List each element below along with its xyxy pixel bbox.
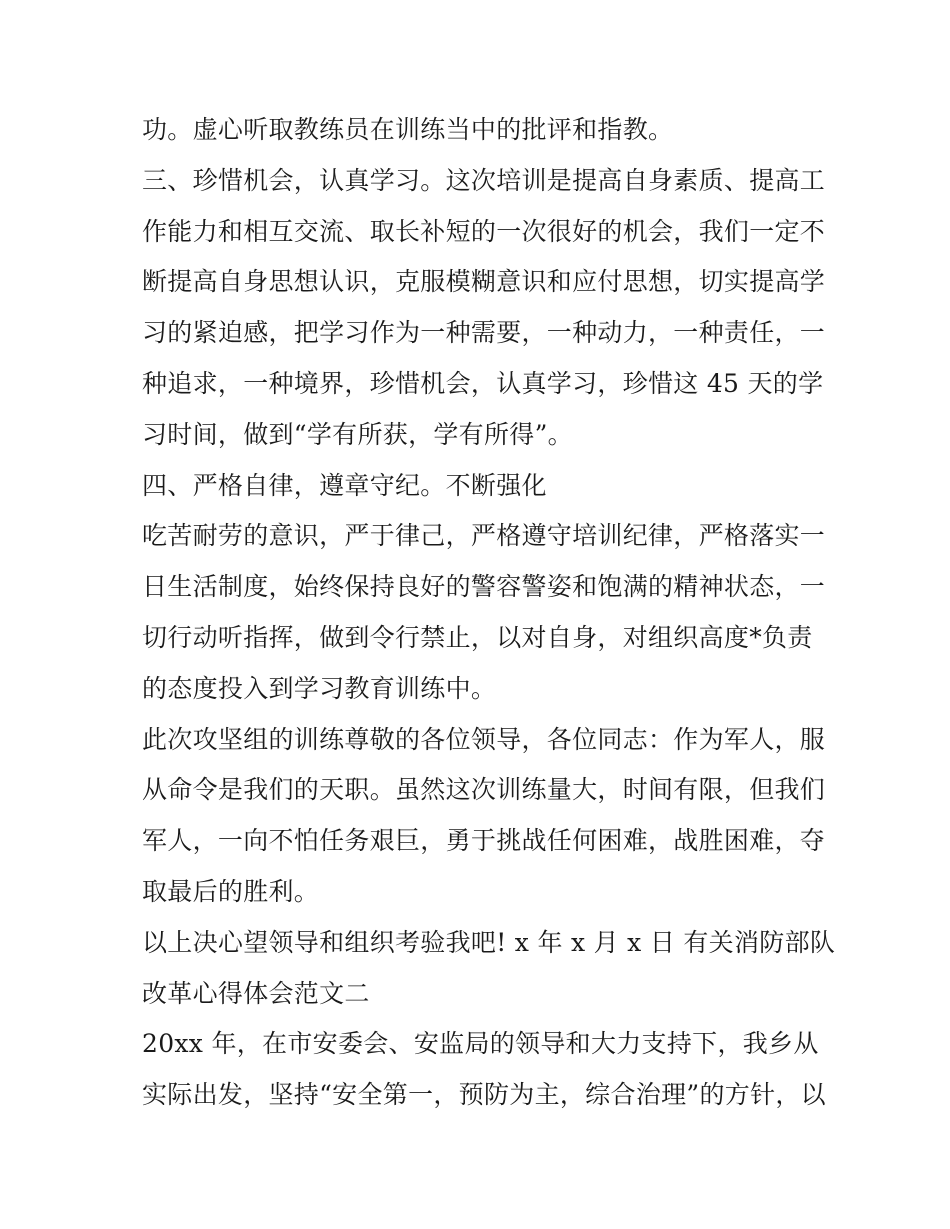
text-line: 此次攻坚组的训练尊敬的各位领导，各位同志：作为军人，服 [142,724,826,754]
text-line: 军人，一向不怕任务艰巨，勇于挑战任何困难，战胜困难，夺 [142,826,826,856]
text-line: 切行动听指挥，做到令行禁止，以对自身，对组织高度*负责 [142,622,813,652]
text-line: 作能力和相互交流、取长补短的一次很好的机会，我们一定不 [142,216,826,246]
text-line: 吃苦耐劳的意识，严于律己，严格遵守培训纪律，严格落实一 [142,521,826,551]
text-line: 日生活制度，始终保持良好的警容警姿和饱满的精神状态，一 [142,572,826,602]
document-body [142,108,836,1124]
text-line: 四、严格自律，遵章守纪。不断强化 [142,470,547,500]
text-line: 功。虚心听取教练员在训练当中的批评和指教。 [142,115,674,144]
text-line: 的态度投入到学习教育训练中。 [142,673,497,703]
text-line: 习时间，做到“学有所获，学有所得”。 [142,419,573,449]
text-line: 三、珍惜机会，认真学习。这次培训是提高自身素质、提高工 [142,165,826,195]
text-line: 习的紧迫感，把学习作为一种需要，一种动力，一种责任，一 [142,318,826,348]
text-line: 种追求，一种境界，珍惜机会，认真学习，珍惜这 45 天的学 [142,368,824,398]
text-line: 从命令是我们的天职。虽然这次训练量大，时间有限，但我们 [142,775,826,805]
text-line: 实际出发，坚持“安全第一，预防为主，综合治理”的方针，以 [142,1080,826,1110]
text-line: 20xx 年，在市安委会、安监局的领导和大力支持下，我乡从 [142,1029,819,1059]
text-line: 改革心得体会范文二 [142,978,370,1008]
text-line: 取最后的胜利。 [142,876,320,906]
text-line: 断提高自身思想认识，克服模糊意识和应付思想，切实提高学 [142,267,826,297]
text-line: 以上决心望领导和组织考验我吧! x 年 x 月 x 日 有关消防部队 [142,927,836,957]
